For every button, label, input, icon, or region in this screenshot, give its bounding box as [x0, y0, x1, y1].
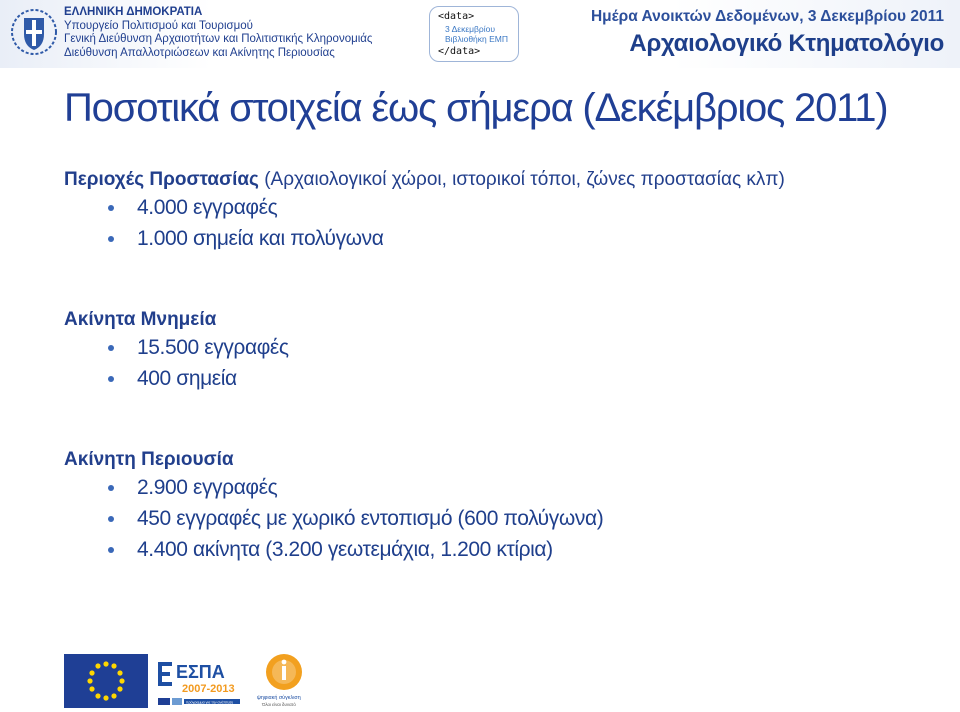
list-item-text: 1.000 σημεία και πολύγωνα [137, 227, 384, 250]
section-list [64, 472, 603, 565]
list-item-text: 450 εγγραφές με χωρικό εντοπισμό (600 πολύγωνα) [137, 507, 604, 530]
bullet-icon [108, 376, 114, 382]
data-close-tag: </data> [438, 46, 481, 57]
list-item [64, 534, 603, 565]
bullet-icon [108, 547, 114, 553]
section-heading [64, 168, 785, 192]
espa-logo [154, 654, 244, 708]
list-item [64, 503, 603, 534]
bullet-icon [108, 485, 114, 491]
bullet-icon [108, 205, 114, 211]
bullet-icon [108, 236, 114, 242]
ministry-line: Διεύθυνση Απαλλοτριώσεων και Ακίνητης Περιουσίας [64, 46, 335, 59]
header [0, 0, 960, 68]
data-day-logo [429, 6, 519, 62]
espa-small-text: πρόγραμμα για την ανάπτυξη [186, 700, 233, 705]
espa-text: ΕΣΠΑ [176, 662, 225, 682]
list-item-text: 15.500 εγγραφές [137, 336, 289, 359]
ministry-block [64, 6, 372, 60]
digital-convergence-logo [254, 650, 314, 710]
bullet-icon [108, 516, 114, 522]
list-item [64, 363, 289, 394]
list-item [64, 332, 289, 363]
section-heading-bold: Ακίνητα Μνημεία [64, 309, 217, 330]
section-list [64, 192, 785, 254]
greek-emblem-icon [10, 8, 58, 56]
section-heading [64, 448, 603, 472]
digital-small-text: Όλοι είναι δυνατό [262, 702, 296, 707]
section-real-estate [64, 448, 603, 565]
list-item [64, 223, 785, 254]
section-heading-note: (Αρχαιολογικοί χώροι, ιστορικοί τόποι, ζώνες προστασίας κλπ) [258, 169, 785, 190]
list-item-text: 400 σημεία [137, 367, 237, 390]
list-item-text: 4.000 εγγραφές [137, 196, 278, 219]
data-logo-venue: Βιβλιοθήκη ΕΜΠ [445, 34, 508, 44]
eu-flag-icon [64, 654, 148, 708]
event-name: Ημέρα Ανοικτών Δεδομένων, 3 Δεκεμβρίου 2011 [590, 8, 944, 25]
list-item [64, 192, 785, 223]
page-title: Ποσοτικά στοιχεία έως σήμερα (Δεκέμβριος 2011) [64, 86, 888, 130]
list-item [64, 472, 603, 503]
list-item-text: 2.900 εγγραφές [137, 476, 278, 499]
section-heading-bold: Περιοχές Προστασίας [64, 169, 259, 190]
ministry-line: ΕΛΛΗΝΙΚΗ ΔΗΜΟΚΡΑΤΙΑ [64, 6, 203, 18]
ministry-line: Γενική Διεύθυνση Αρχαιοτήτων και Πολιτιστικής Κληρονομιάς [64, 33, 373, 46]
list-item-text: 4.400 ακίνητα (3.200 γεωτεμάχια, 1.200 κτίρια) [137, 538, 553, 561]
digital-label: ψηφιακή σύγκλιση [257, 695, 301, 701]
ministry-line: Υπουργείο Πολιτισμού και Τουρισμού [64, 19, 253, 32]
data-open-tag: <data> [438, 11, 475, 22]
section-protection-zones [64, 168, 785, 254]
bullet-icon [108, 345, 114, 351]
section-monuments [64, 308, 289, 394]
section-heading [64, 308, 289, 332]
data-logo-date: 3 Δεκεμβρίου [445, 24, 496, 34]
event-title: Αρχαιολογικό Κτηματολόγιο [629, 30, 944, 57]
section-heading-bold: Ακίνητη Περιουσία [64, 449, 234, 470]
espa-years: 2007-2013 [182, 683, 235, 695]
section-list [64, 332, 289, 394]
